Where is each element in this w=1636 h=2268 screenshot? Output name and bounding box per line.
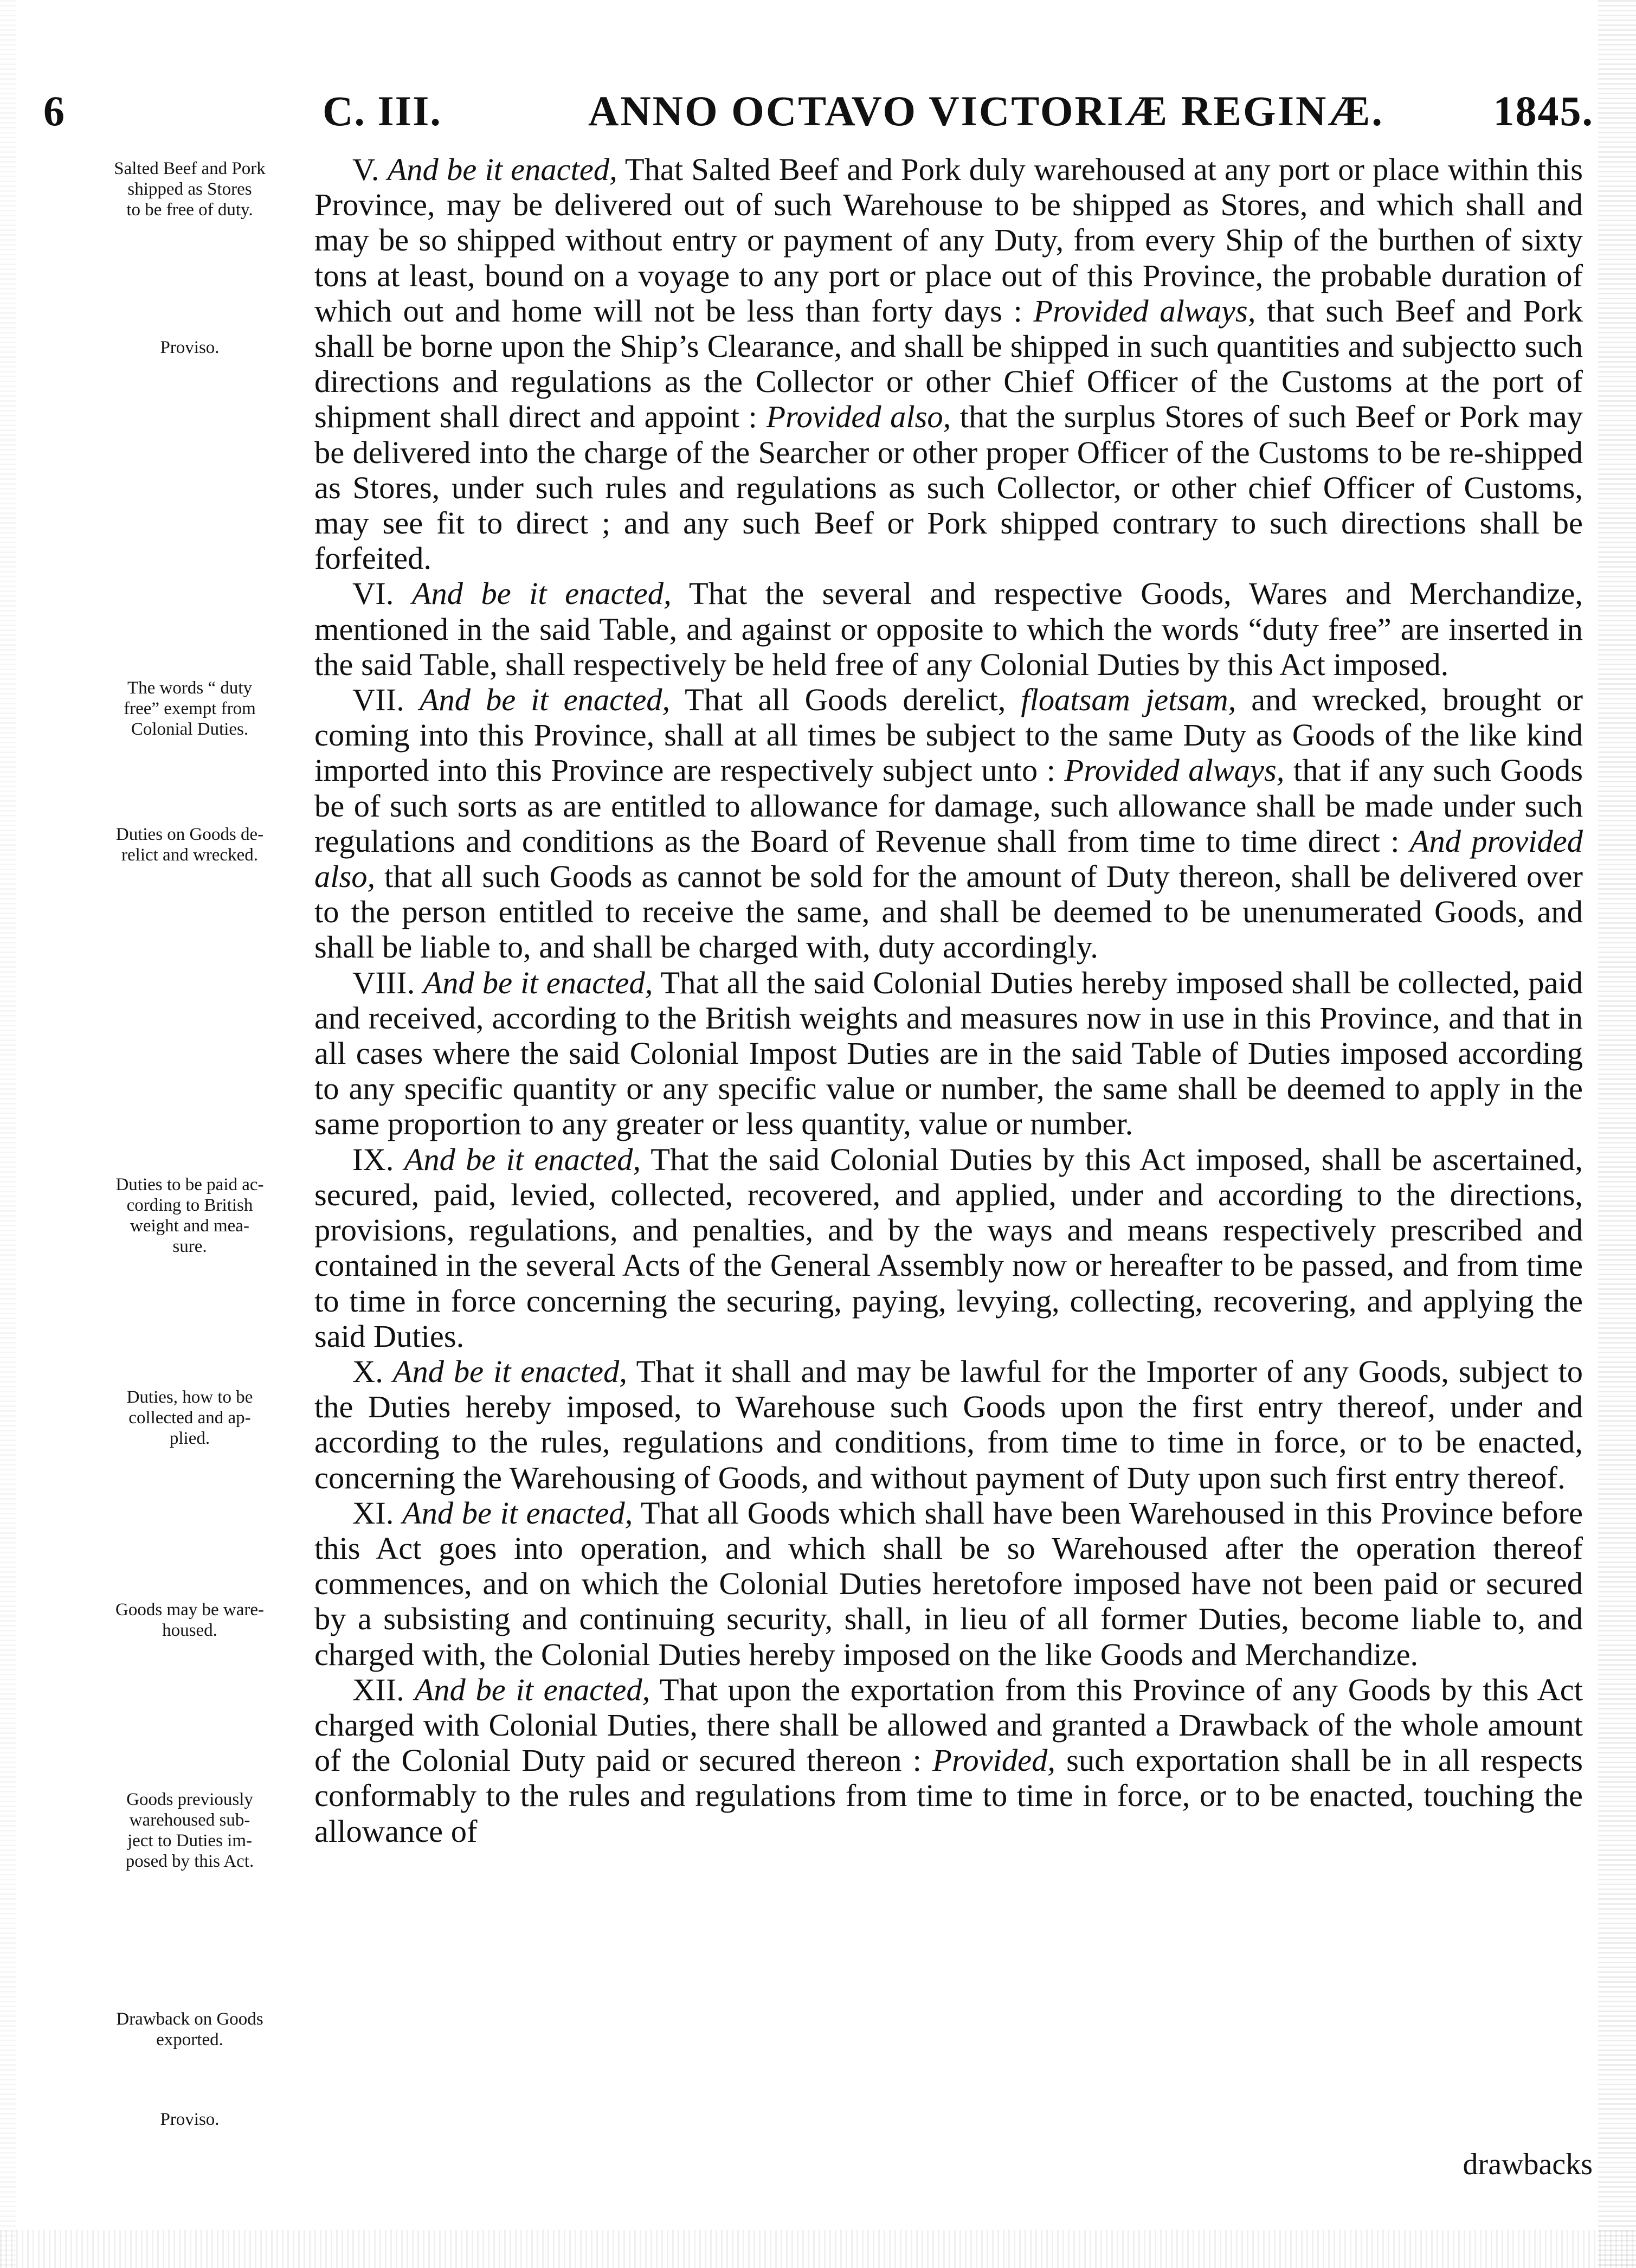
italic-phrase: Provided always,: [1064, 753, 1285, 788]
section-number: XI.: [352, 1495, 394, 1531]
enacting-clause: And be it enacted,: [423, 965, 653, 1000]
section-v: [314, 152, 1583, 576]
section-text: that all such Goods as cannot be sold for the amount of Duty thereon, shall be delivered over to the person entitled to receive the same, and shall be deemed to be unenumerated Goods, and shall be liable to, and shall be charged with, duty accordingly.: [314, 859, 1583, 965]
section-text: That all the said Colonial Duties hereby imposed shall be collected, paid and received, according to the British weights and measures now in use in this Province, and that in all cases where the said Colonial Impost Duties are in the said Table of Duties imposed according to any specific quantity or any specific value or number, the same shall be deemed to apply in the same proportion to any greater or less quantity, value or number.: [314, 965, 1583, 1142]
margin-note: Drawback on Goods exported.: [116, 2009, 263, 2049]
margin-note: Duties to be paid ac- cording to British weight and mea- sure.: [115, 1175, 264, 1256]
page-number: 6: [43, 87, 66, 134]
italic-phrase: Provided always,: [1033, 293, 1256, 329]
section-text: That upon the exportation from this Province of any Goods by this Act charged with Colonial Duties, there shall be allowed and granted a Drawback of the whole amount of the Colonial Duty paid or secured thereon :: [314, 1672, 1583, 1778]
margin-note: Proviso.: [160, 2110, 220, 2129]
section-text: That it shall and may be lawful for the Importer of any Goods, subject to the Duties hereby imposed, to Warehouse such Goods upon the first entry thereof, under and according to the rules, regulations and conditions, from time to time in force, or to be enacted, concerning the Warehousing of Goods, and without payment of Duty upon such first entry thereof.: [314, 1353, 1583, 1495]
section-viii: [314, 965, 1583, 1142]
scan-edge-bottom: [0, 2230, 1636, 2268]
section-text: That Salted Beef and Pork duly warehoused at any port or place within this Province, may be delivered out of such Warehouse to be shipped as Stores, and which shall and may be so shipped without entry or payment of any Duty, from every Ship of the burthen of sixty tons at least, bound on a voyage to any port or place out of this Province, the probable duration of which out and home will not be less than forty days :: [314, 152, 1583, 329]
year-label: 1845.: [1493, 87, 1594, 134]
enacting-clause: And be it enacted,: [392, 1353, 627, 1389]
italic-phrase: Provided also,: [766, 399, 951, 435]
margin-note: The words “ duty free” exempt from Colonial Duties.: [124, 678, 256, 739]
section-xii: [314, 1672, 1583, 1849]
italic-phrase: floatsam jetsam,: [1021, 682, 1236, 718]
section-text: such exportation shall be in all respects conformably to the rules and regulations from time to time in force, or to be enacted, touching the allowance of: [314, 1743, 1583, 1849]
section-text: that if any such Goods be of such sorts as are entitled to allowance for damage, such allowance shall be made under such regulations and conditions as the Board of Revenue shall from time to time direct :: [314, 753, 1583, 859]
section-text: that the surplus Stores of such Beef or Pork may be delivered into the charge of the Searcher or other proper Officer of the Customs to be re-shipped as Stores, under such rules and regulations as such Collector, or other chief Officer of Customs, may see fit to direct ; and any such Beef or Pork shipped contrary to such directions shall be forfeited.: [314, 399, 1583, 576]
enacting-clause: And be it enacted,: [402, 1495, 633, 1531]
enacting-clause: And be it enacted,: [387, 152, 617, 187]
enacting-clause: And be it enacted,: [414, 1672, 650, 1707]
enacting-clause: And be it enacted,: [404, 1141, 641, 1177]
section-x: [314, 1354, 1583, 1495]
section-text: and wrecked, brought or coming into this Province, shall at all times be subject to the same Duty as Goods of the like kind imported into this Province are respectively subject unto :: [314, 682, 1583, 788]
section-text: That all Goods which shall have been Warehoused in this Province before this Act goes into operation, and which shall be so Warehoused after the operation thereof commences, and on which the Colonial Duties heretofore imposed have not been paid or secured by a subsisting and continuing security, shall, in lieu of all former Duties, become liable to, and charged with, the Colonial Duties hereby imposed on the like Goods and Merchandize.: [314, 1495, 1583, 1672]
statute-body: [314, 152, 1583, 1849]
section-ix: [314, 1142, 1583, 1354]
running-header: [43, 87, 1594, 146]
section-number: X.: [352, 1353, 383, 1389]
italic-phrase: Provided,: [932, 1743, 1055, 1778]
margin-note: Salted Beef and Pork shipped as Stores to be free of duty.: [114, 159, 266, 220]
section-vi: [314, 576, 1583, 682]
section-number: IX.: [352, 1141, 394, 1177]
enacting-clause: And be it enacted,: [419, 682, 671, 718]
margin-note: Duties on Goods de- relict and wrecked.: [115, 825, 264, 865]
section-text: That the several and respective Goods, Wares and Merchandize, mentioned in the said Table, and against or opposite to which the words “duty free” are inserted in the said Table, shall respectively be held free of any Colonial Duties by this Act imposed.: [314, 576, 1583, 682]
margin-note: Duties, how to be collected and ap- plied.: [126, 1387, 253, 1448]
italic-phrase: And provided also,: [314, 823, 1583, 895]
section-number: VIII.: [352, 965, 415, 1000]
scan-edge-right: [1598, 0, 1636, 2268]
section-number: VI.: [352, 576, 394, 612]
enacting-clause: And be it enacted,: [411, 576, 672, 612]
margin-note: Proviso.: [160, 338, 220, 357]
margin-note: Goods previously warehoused sub- ject to Duties im- posed by this Act.: [125, 1790, 254, 1871]
section-xi: [314, 1495, 1583, 1672]
section-text: that such Beef and Pork shall be borne upon the Ship’s Clearance, and shall be shipped in such quantities and subjectto such directions and regulations as the Collector or other Chief Officer of the Customs at the port of shipment shall direct and appoint :: [314, 293, 1583, 435]
chapter-label: C. III.: [323, 87, 442, 134]
section-number: VII.: [352, 682, 404, 718]
section-text: That all Goods derelict,: [670, 682, 1021, 718]
running-title: ANNO OCTAVO VICTORIÆ REGINÆ.: [588, 87, 1384, 134]
scan-edge-left: [0, 0, 16, 2268]
catchword: drawbacks: [1463, 2148, 1593, 2181]
section-number: V.: [352, 152, 379, 187]
section-text: That the said Colonial Duties by this Act imposed, shall be ascertained, secured, paid, levied, collected, recovered, and applied, under and according to the directions, provisions, regulations, and penalties, and by the ways and means respectively prescribed and contained in the several Acts of the General Assembly now or hereafter to be passed, and from time to time in force concerning the securing, paying, levying, collecting, recovering, and applying the said Duties.: [314, 1141, 1583, 1354]
section-number: XII.: [352, 1672, 404, 1707]
margin-note: Goods may be ware- housed.: [115, 1600, 264, 1640]
section-vii: [314, 682, 1583, 965]
